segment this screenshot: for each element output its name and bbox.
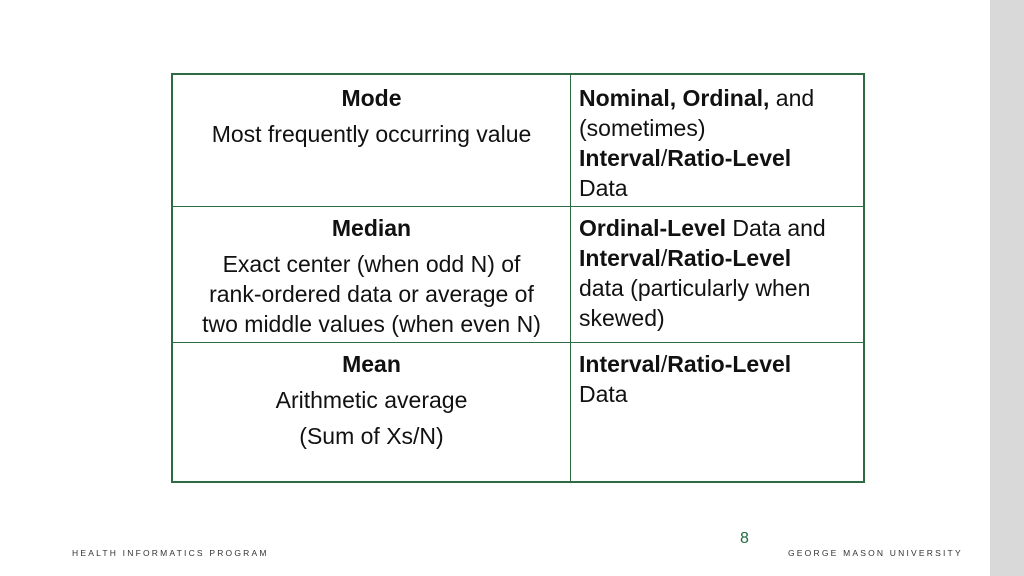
column-divider — [570, 75, 571, 481]
page-number: 8 — [740, 530, 749, 547]
levels-line: Interval/Ratio-Level — [579, 145, 792, 171]
central-tendency-table — [171, 73, 865, 483]
levels-line: data (particularly when — [579, 275, 811, 301]
levels-line: Nominal, Ordinal, and — [579, 85, 815, 111]
row-divider — [173, 206, 863, 207]
footer-university: GEORGE MASON UNIVERSITY — [788, 548, 963, 558]
median-description-line: rank-ordered data or average of — [209, 281, 534, 307]
median-title: Median — [331, 215, 412, 241]
levels-line: Data — [579, 381, 628, 407]
mode-levels-cell — [579, 83, 863, 203]
levels-line: (sometimes) — [579, 115, 706, 141]
median-cell — [173, 213, 570, 339]
levels-line: Interval/Ratio-Level — [579, 245, 792, 271]
mean-title: Mean — [342, 351, 401, 377]
levels-line: Ordinal-Level Data and — [579, 215, 826, 241]
row-divider — [173, 342, 863, 343]
levels-line: skewed) — [579, 305, 665, 331]
mode-cell — [173, 83, 570, 149]
median-levels-cell — [579, 213, 863, 333]
mean-levels-cell — [579, 349, 863, 409]
right-edge-bar — [990, 0, 1024, 576]
mode-title: Mode — [341, 85, 402, 111]
median-description-line: Exact center (when odd N) of — [222, 251, 521, 277]
mean-description-line: Arithmetic average — [275, 387, 468, 413]
levels-line: Data — [579, 175, 628, 201]
footer-program: HEALTH INFORMATICS PROGRAM — [72, 548, 269, 558]
median-description-line: two middle values (when even N) — [202, 311, 541, 337]
mode-description: Most frequently occurring value — [211, 121, 532, 147]
mean-description-line: (Sum of Xs/N) — [299, 423, 444, 449]
mean-cell — [173, 349, 570, 451]
levels-line: Interval/Ratio-Level — [579, 351, 792, 377]
